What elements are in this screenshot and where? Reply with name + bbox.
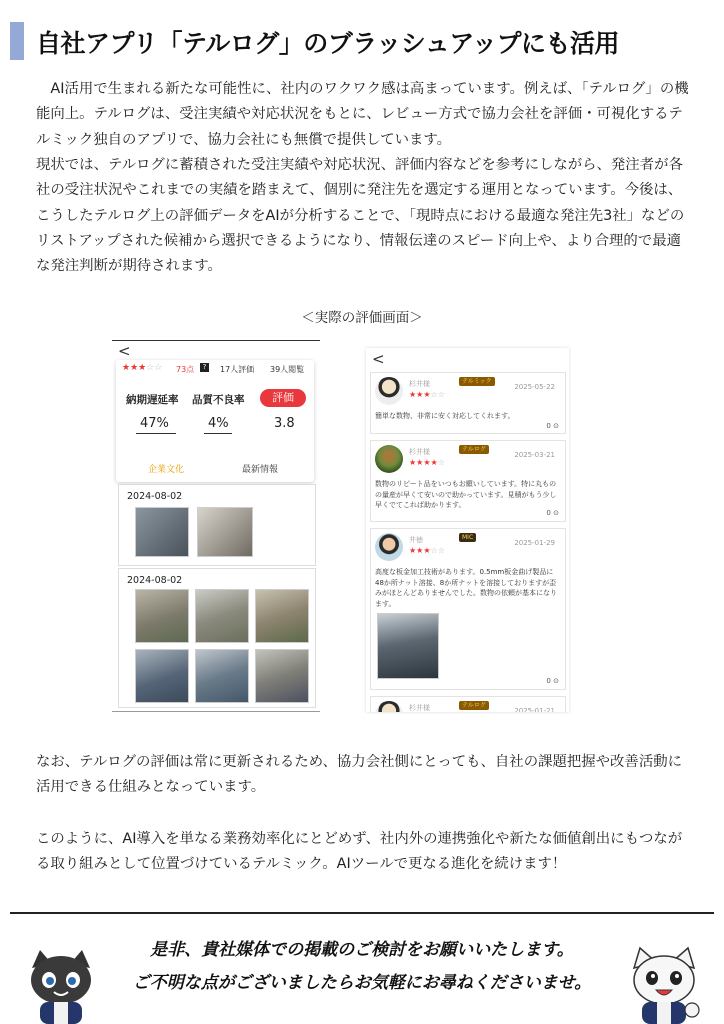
reviewer-name: 杉井様 [409, 380, 430, 388]
review-text: 数物のリピート品をいつもお願いしています。特に丸ものの量産が早くて安いので助かっています。見積がもう少し早くでてこれば助かります。 [375, 480, 557, 509]
score-value: 73点 [176, 365, 195, 374]
rating-stars-icon: ★★★☆☆ [409, 390, 445, 399]
review-card[interactable] [370, 440, 566, 522]
footer-divider [10, 912, 714, 914]
review-date: 2025-03-21 [514, 451, 555, 459]
viewer-count: 39人閲覧 [270, 365, 305, 374]
paragraph-intro: AI活用で生まれる新たな可能性に、社内のワクワク感は高まっています。例えば、「テルログ」の機能向上。テルログは、受注実績や対応状況をもとに、レビュー方式で協力会社を評価・可視化するテルミック独自のアプリで、協力会社にも無償で提供しています。 [36, 81, 689, 148]
comment-count-value: 0 [546, 677, 551, 685]
tab-bar [118, 458, 314, 480]
page-header [10, 22, 714, 60]
factory-photo[interactable] [195, 649, 249, 703]
underline [204, 433, 232, 434]
rating-stars-icon: ★★★☆☆ [122, 363, 163, 373]
review-text: 高度な板金加工技術があります。0.5mm板金曲げ製品に48か所ナット溶接、8か所ナットを溶接しておりますが歪みがほとんどありませんでした。数物の依頼が基本になります。 [375, 568, 557, 608]
post-image[interactable] [135, 507, 189, 557]
user-badge: テルログ [459, 445, 489, 454]
metric-label-delay: 納期遅延率 [126, 394, 179, 406]
review-card[interactable] [370, 372, 566, 434]
post-card[interactable] [118, 568, 316, 708]
post-date: 2024-08-02 [127, 575, 183, 586]
review-text: 簡単な数物、非常に安く対応してくれます。 [375, 412, 515, 420]
metric-value-delay: 47% [140, 416, 169, 431]
reviewer-name: 井徳 [409, 536, 423, 544]
avatar [375, 377, 403, 405]
avatar [375, 445, 403, 473]
post-card[interactable] [118, 484, 316, 566]
divider [112, 340, 320, 341]
comment-icon: ⊙ [553, 509, 559, 517]
footer-line-1: 是非、貴社媒体での掲載のご検討をお願いいたします。 [150, 940, 574, 960]
user-badge: テルミック [459, 377, 495, 386]
comment-count-value: 0 [546, 509, 551, 517]
reviewer-name: 杉井様 [409, 704, 430, 712]
review-date: 2025-01-29 [514, 539, 555, 547]
review-card[interactable] [370, 696, 566, 712]
factory-photo[interactable] [255, 649, 309, 703]
page-title: 自社アプリ「テルログ」のブラッシュアップにも活用 [36, 29, 620, 58]
factory-photo[interactable] [135, 589, 189, 643]
figure-caption: ＜実際の評価画面＞ [301, 310, 423, 326]
underline [136, 433, 176, 434]
review-date: 2025-01-21 [514, 707, 555, 712]
user-badge: MIC [459, 533, 476, 542]
metric-value-rating: 3.8 [274, 416, 295, 431]
rating-stars-icon: ★★★☆☆ [409, 546, 445, 555]
white-cat-mascot-icon [626, 946, 702, 1024]
comment-count-value: 0 [546, 422, 551, 430]
evaluation-screen-left [112, 340, 320, 712]
rating-stars-icon: ★★★★☆ [409, 458, 445, 467]
user-badge: テルログ [459, 701, 489, 710]
comment-count[interactable] [546, 422, 559, 430]
paragraph-current-state: 現状では、テルログに蓄積された受注実績や対応状況、評価内容などを参考にしながら、発注者が各社の受注状況やこれまでの実績を踏まえて、個別に発注先を選定する運用となっています。今後は、こうしたテルログ上の評価データをAIが分析することで、「現時点における最適な発注先3社」などのリストアップされた候補から選択できるようになり、情報伝達のスピード向上や、より合理的で最適な発注判断が期待されます。 [36, 157, 685, 275]
black-cat-mascot-icon [24, 948, 98, 1024]
back-icon[interactable]: < [372, 350, 385, 368]
metric-label-defect: 品質不良率 [192, 394, 245, 406]
evaluate-button[interactable]: 評価 [260, 389, 306, 407]
tab-latest-info[interactable]: 最新情報 [242, 465, 279, 475]
review-date: 2025-05-22 [514, 383, 555, 391]
evaluation-screen-right [366, 348, 569, 712]
footer-line-2: ご不明な点がございましたらお気軽にお尋ねくださいませ。 [132, 973, 592, 993]
avatar [375, 533, 403, 561]
title-accent-bar [10, 22, 24, 60]
factory-photo[interactable] [195, 589, 249, 643]
paragraph-conclusion: このように、AI導入を単なる業務効率化にとどめず、社内外の連携強化や新たな価値創出にもつながる取り組みとして位置づけているテルミック。AIツールで更なる進化を続けます！ [36, 831, 683, 873]
comment-icon: ⊙ [553, 422, 559, 430]
metric-value-defect: 4% [208, 416, 229, 431]
review-card[interactable] [370, 528, 566, 690]
avatar [375, 701, 403, 712]
factory-photo[interactable] [135, 649, 189, 703]
post-date: 2024-08-02 [127, 491, 183, 502]
help-icon[interactable]: ? [200, 363, 209, 372]
comment-icon: ⊙ [553, 677, 559, 685]
tab-corporate-culture[interactable]: 企業文化 [148, 465, 185, 475]
back-icon[interactable]: < [118, 342, 131, 360]
paragraph-update-note: なお、テルログの評価は常に更新されるため、協力会社側にとっても、自社の課題把握や改善活動に活用できる仕組みとなっています。 [36, 754, 682, 796]
review-photo[interactable] [377, 613, 439, 679]
comment-count[interactable] [546, 677, 559, 685]
divider [112, 711, 320, 712]
post-image[interactable] [197, 507, 253, 557]
comment-count[interactable] [546, 509, 559, 517]
reviewer-name: 杉井様 [409, 448, 430, 456]
factory-photo[interactable] [255, 589, 309, 643]
reviewer-count: 17人評価 [220, 365, 255, 374]
